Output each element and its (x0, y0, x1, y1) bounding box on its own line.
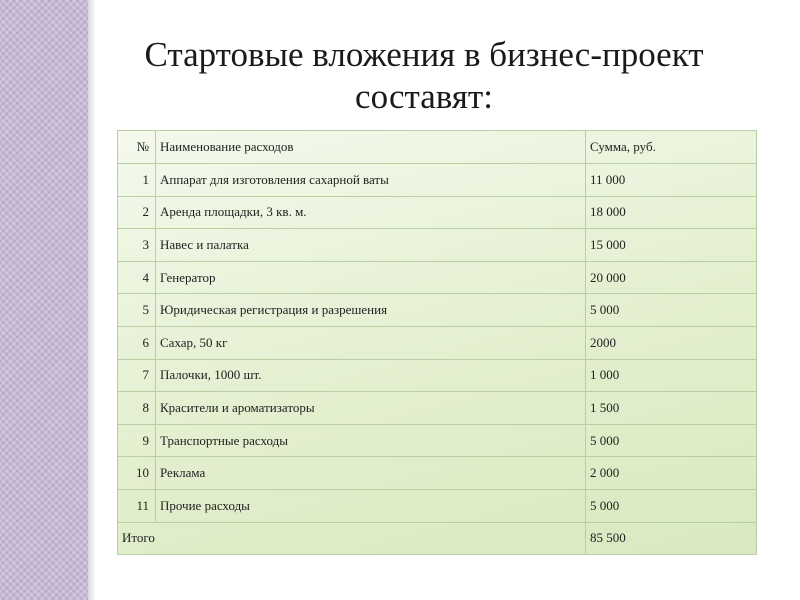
row-sum: 1 500 (586, 392, 757, 425)
total-label: Итого (118, 522, 586, 555)
row-number: 9 (118, 424, 156, 457)
slide-title: Стартовые вложения в бизнес-проект составят: (144, 35, 704, 116)
table-header-row (118, 131, 757, 164)
row-expense-name: Сахар, 50 кг (156, 326, 586, 359)
row-number: 11 (118, 489, 156, 522)
table-row (118, 457, 757, 490)
row-number: 1 (118, 164, 156, 197)
row-expense-name: Красители и ароматизаторы (156, 392, 586, 425)
row-number: 7 (118, 359, 156, 392)
row-number: 8 (118, 392, 156, 425)
row-number: 6 (118, 326, 156, 359)
row-sum: 20 000 (586, 261, 757, 294)
row-number: 10 (118, 457, 156, 490)
row-expense-name: Аппарат для изготовления сахарной ваты (156, 164, 586, 197)
row-sum: 5 000 (586, 424, 757, 457)
table-row (118, 359, 757, 392)
table-row (118, 261, 757, 294)
decorative-side-strip (0, 0, 88, 600)
row-number: 3 (118, 229, 156, 262)
row-expense-name: Реклама (156, 457, 586, 490)
row-sum: 1 000 (586, 359, 757, 392)
row-expense-name: Транспортные расходы (156, 424, 586, 457)
row-expense-name: Аренда площадки, 3 кв. м. (156, 196, 586, 229)
row-expense-name: Прочие расходы (156, 489, 586, 522)
row-sum: 2000 (586, 326, 757, 359)
table-row (118, 424, 757, 457)
row-expense-name: Палочки, 1000 шт. (156, 359, 586, 392)
total-sum: 85 500 (586, 522, 757, 555)
table-row (118, 489, 757, 522)
table-row (118, 294, 757, 327)
row-sum: 2 000 (586, 457, 757, 490)
expenses-table (117, 130, 757, 555)
row-number: 4 (118, 261, 156, 294)
header-expense-name: Наименование расходов (156, 131, 586, 164)
row-number: 2 (118, 196, 156, 229)
row-expense-name: Навес и палатка (156, 229, 586, 262)
row-sum: 5 000 (586, 489, 757, 522)
row-sum: 5 000 (586, 294, 757, 327)
header-number: № (118, 131, 156, 164)
side-strip-shadow (88, 0, 96, 600)
table-row (118, 229, 757, 262)
row-expense-name: Генератор (156, 261, 586, 294)
table-row (118, 392, 757, 425)
row-sum: 11 000 (586, 164, 757, 197)
header-sum: Сумма, руб. (586, 131, 757, 164)
table-row (118, 196, 757, 229)
row-sum: 15 000 (586, 229, 757, 262)
table-row (118, 326, 757, 359)
row-sum: 18 000 (586, 196, 757, 229)
row-expense-name: Юридическая регистрация и разрешения (156, 294, 586, 327)
table-total-row (118, 522, 757, 555)
row-number: 5 (118, 294, 156, 327)
table-row (118, 164, 757, 197)
